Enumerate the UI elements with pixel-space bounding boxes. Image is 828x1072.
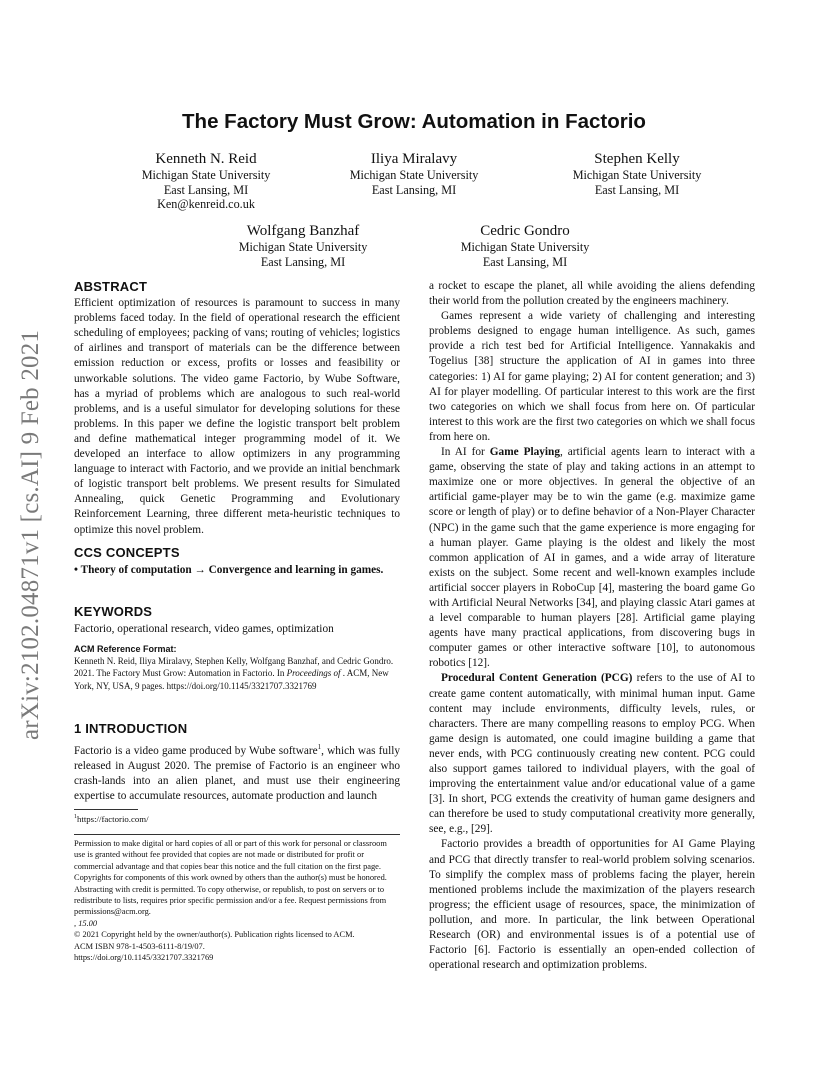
- arxiv-identifier: arXiv:2102.04871v1 [cs.AI] 9 Feb 2021: [17, 329, 44, 740]
- keywords-heading: KEYWORDS: [74, 604, 153, 619]
- paragraph: Games represent a wide variety of challenging and interesting problems designed to engage human intelligence. As such, games provide a rich test bed for Artificial Intelligence. Yannakakis and Togelius [38] structure the application of AI in games into three categories: 1) AI for game playing; 2) AI for content generation; and 3) AI for player modelling. Of particular interest to this work are the first two categories on which we shall focus from here on. Of particular interest to this work are the first two categories on which we shall focus from here on.: [429, 310, 755, 443]
- author-location: East Lansing, MI: [260, 254, 346, 269]
- paragraph-text: , artificial agents learn to interact with a game, observing the state of play and taking actions in an attempt to maximize one or more objectives. In general the objective of an artificial game-player may be to win the game (e.g. maximize game score or length of play) or to define behavior of a Non-Player Character (NPC) in the game such that the game experience is more engaging for a human player. Game playing is the oldest and likely the most common application of AI in games, and a wide array of literature exists on the subject. Some recent and well-known examples include artificial soccer players in RoboCup [4], mastering the board game Go with Artificial Neural Networks [34], and playing classic Atari games at a level comparable to human players [28]. Artificial game playing agents have many practical applications, from discovering bugs in computer games or other interactive software [10], to autonomous robotics [12].: [429, 446, 755, 670]
- footnote-divider: [74, 809, 138, 810]
- isbn-text: ACM ISBN 978-1-4503-6111-8/19/07.: [74, 941, 205, 951]
- author-email: Ken@kenreid.co.uk: [157, 197, 255, 212]
- reference-text-part: . ACM, New York, NY, USA, 9 pages. https://doi.org/10.1145/3321707.3321769: [74, 668, 389, 691]
- ccs-text: • Theory of computation → Convergence and learning in games.: [74, 564, 384, 577]
- author-name: Cedric Gondro: [480, 223, 570, 239]
- permission-notice: [74, 838, 400, 963]
- author-location: East Lansing, MI: [594, 182, 680, 197]
- paragraph: a rocket to escape the planet, all while avoiding the aliens defending their world from the pollution created by the engineers machinery.: [429, 280, 755, 308]
- pcg-term: Procedural Content Generation (PCG): [441, 672, 633, 685]
- ccs-section: [74, 545, 400, 578]
- footnote: [74, 812, 400, 826]
- paragraph-text: refers to the use of AI to create game content automatically, with minimal human input. Game content may include environments, difficulty levels, rules, or characters. There are many compelling reasons to employ PCG. When game design is automated, one could imagine building a game that never ends, with PCG continuously creating new content. PCG could also support games tailored to individual players, with the goal of improving the entertainment value and/or educational value of a game [3]. In short, PCG extends the creativity of human game designers and can therefore be used to study computational creativity more generally, see, e.g., [29].: [429, 672, 755, 836]
- author-block: [294, 150, 534, 197]
- author-name: Kenneth N. Reid: [155, 151, 257, 167]
- paragraph-text: In AI for: [441, 446, 490, 459]
- author-block: [86, 150, 326, 212]
- paragraph: [429, 671, 755, 837]
- author-affiliation: Michigan State University: [141, 168, 271, 182]
- introduction-heading: 1 INTRODUCTION: [74, 721, 188, 736]
- author-location: East Lansing, MI: [163, 182, 249, 197]
- ccs-heading: CCS CONCEPTS: [74, 545, 180, 560]
- reference-format-text: [74, 655, 400, 692]
- left-column: [74, 279, 400, 538]
- paper-title: The Factory Must Grow: Automation in Factorio: [182, 110, 646, 133]
- permission-price: , 15.00: [74, 918, 98, 928]
- reference-proceedings: Proceedings of: [286, 668, 341, 679]
- author-block: [183, 222, 423, 269]
- footnote-marker: 1: [317, 743, 322, 752]
- reference-format: [74, 643, 400, 692]
- author-location: East Lansing, MI: [371, 182, 457, 197]
- author-block: [517, 150, 757, 197]
- keywords-section: [74, 604, 400, 637]
- doi-link[interactable]: https://doi.org/10.1145/3321707.3321769: [74, 953, 214, 963]
- abstract-heading: ABSTRACT: [74, 279, 148, 294]
- intro-text: Factorio is a video game produced by Wube software: [74, 744, 318, 757]
- paragraph: [429, 445, 755, 671]
- footnote-link[interactable]: https://factorio.com/: [77, 813, 149, 824]
- paragraph: Factorio provides a breadth of opportunities for AI Game Playing and PCG that directly transfer to real-world problem solving scenarios. To simplify the complex mass of problems facing the player, herein mentioned problems include the maximization of the players research progress; the efficient usage of resources, space, the minimization of pollution, and more. In particular, the link between Operational Research (OR) and environmental issues is of a potential use of Factorio [6]. Factorio is essentially an open-ended collection of operational research and optimization problems.: [429, 838, 755, 972]
- footnote-number: 1: [74, 814, 77, 820]
- author-block: [405, 222, 645, 269]
- author-name: Wolfgang Banzhaf: [246, 223, 360, 239]
- introduction-section: [74, 721, 400, 804]
- introduction-paragraph: [74, 740, 400, 804]
- author-affiliation: Michigan State University: [349, 168, 479, 182]
- author-affiliation: Michigan State University: [238, 240, 368, 254]
- right-column: [429, 279, 755, 973]
- author-name: Stephen Kelly: [594, 151, 680, 167]
- permission-text: Permission to make digital or hard copies of all or part of this work for personal or classroom use is granted without fee provided that copies are not made or distributed for profit or commercial advantage and that copies bear this notice and the full citation on the first page. Copyrights for components of this work owned by others than the author(s) must be honored. Abstracting with credit is permitted. To copy otherwise, or republish, to post on servers or to redistribute to lists, requires prior specific permission and/or a fee. Request permissions from permissions@acm.org.: [74, 839, 387, 917]
- permission-divider: [74, 834, 400, 835]
- author-affiliation: Michigan State University: [460, 240, 590, 254]
- author-affiliation: Michigan State University: [572, 168, 702, 182]
- intro-text: , which was fully released in August 2020. The premise of Factorio is an engineer who crash-lands into an alien planet, and must use their engineering expertise to accumulate resources, automate production and launch: [74, 744, 400, 803]
- author-name: Iliya Miralavy: [370, 151, 458, 167]
- copyright-text: © 2021 Copyright held by the owner/author(s). Publication rights licensed to ACM.: [74, 930, 355, 940]
- keywords-text: Factorio, operational research, video games, optimization: [74, 623, 334, 636]
- game-playing-term: Game Playing: [489, 446, 560, 459]
- abstract-text: Efficient optimization of resources is paramount to success in many problems faced today. In the field of operational research the efficient scheduling of employees; packing of vans; routing of vehicles; logistics of airlines and transport of materials can be the difference between emission reduction or excess, profits or losses and feasibility or unworkable solutions. The video game Factorio, by Wube Software, has a myriad of problems which are analogous to such real-world problems, and is a useful simulator for developing solutions for these problems. In this paper we define the logistic transport belt problem and define mathematical integer programming model of it. We developed an interface to allow optimizers in any programming language to interact with Factorio, and we provide an initial benchmark of logistic transport belt problems. We present results for Simulated Annealing, quick Genetic Programming and Evolutionary Reinforcement Learning, three different meta-heuristic techniques to optimize this novel problem.: [74, 297, 400, 536]
- reference-text-part: Kenneth N. Reid, Iliya Miralavy, Stephen Kelly, Wolfgang Banzhaf, and Cedric Gondro. 2021. The Factory Must Grow: Automation in Factorio. In: [74, 656, 394, 679]
- author-location: East Lansing, MI: [482, 254, 568, 269]
- reference-format-heading: ACM Reference Format:: [74, 644, 177, 654]
- arxiv-side-label: [12, 300, 52, 740]
